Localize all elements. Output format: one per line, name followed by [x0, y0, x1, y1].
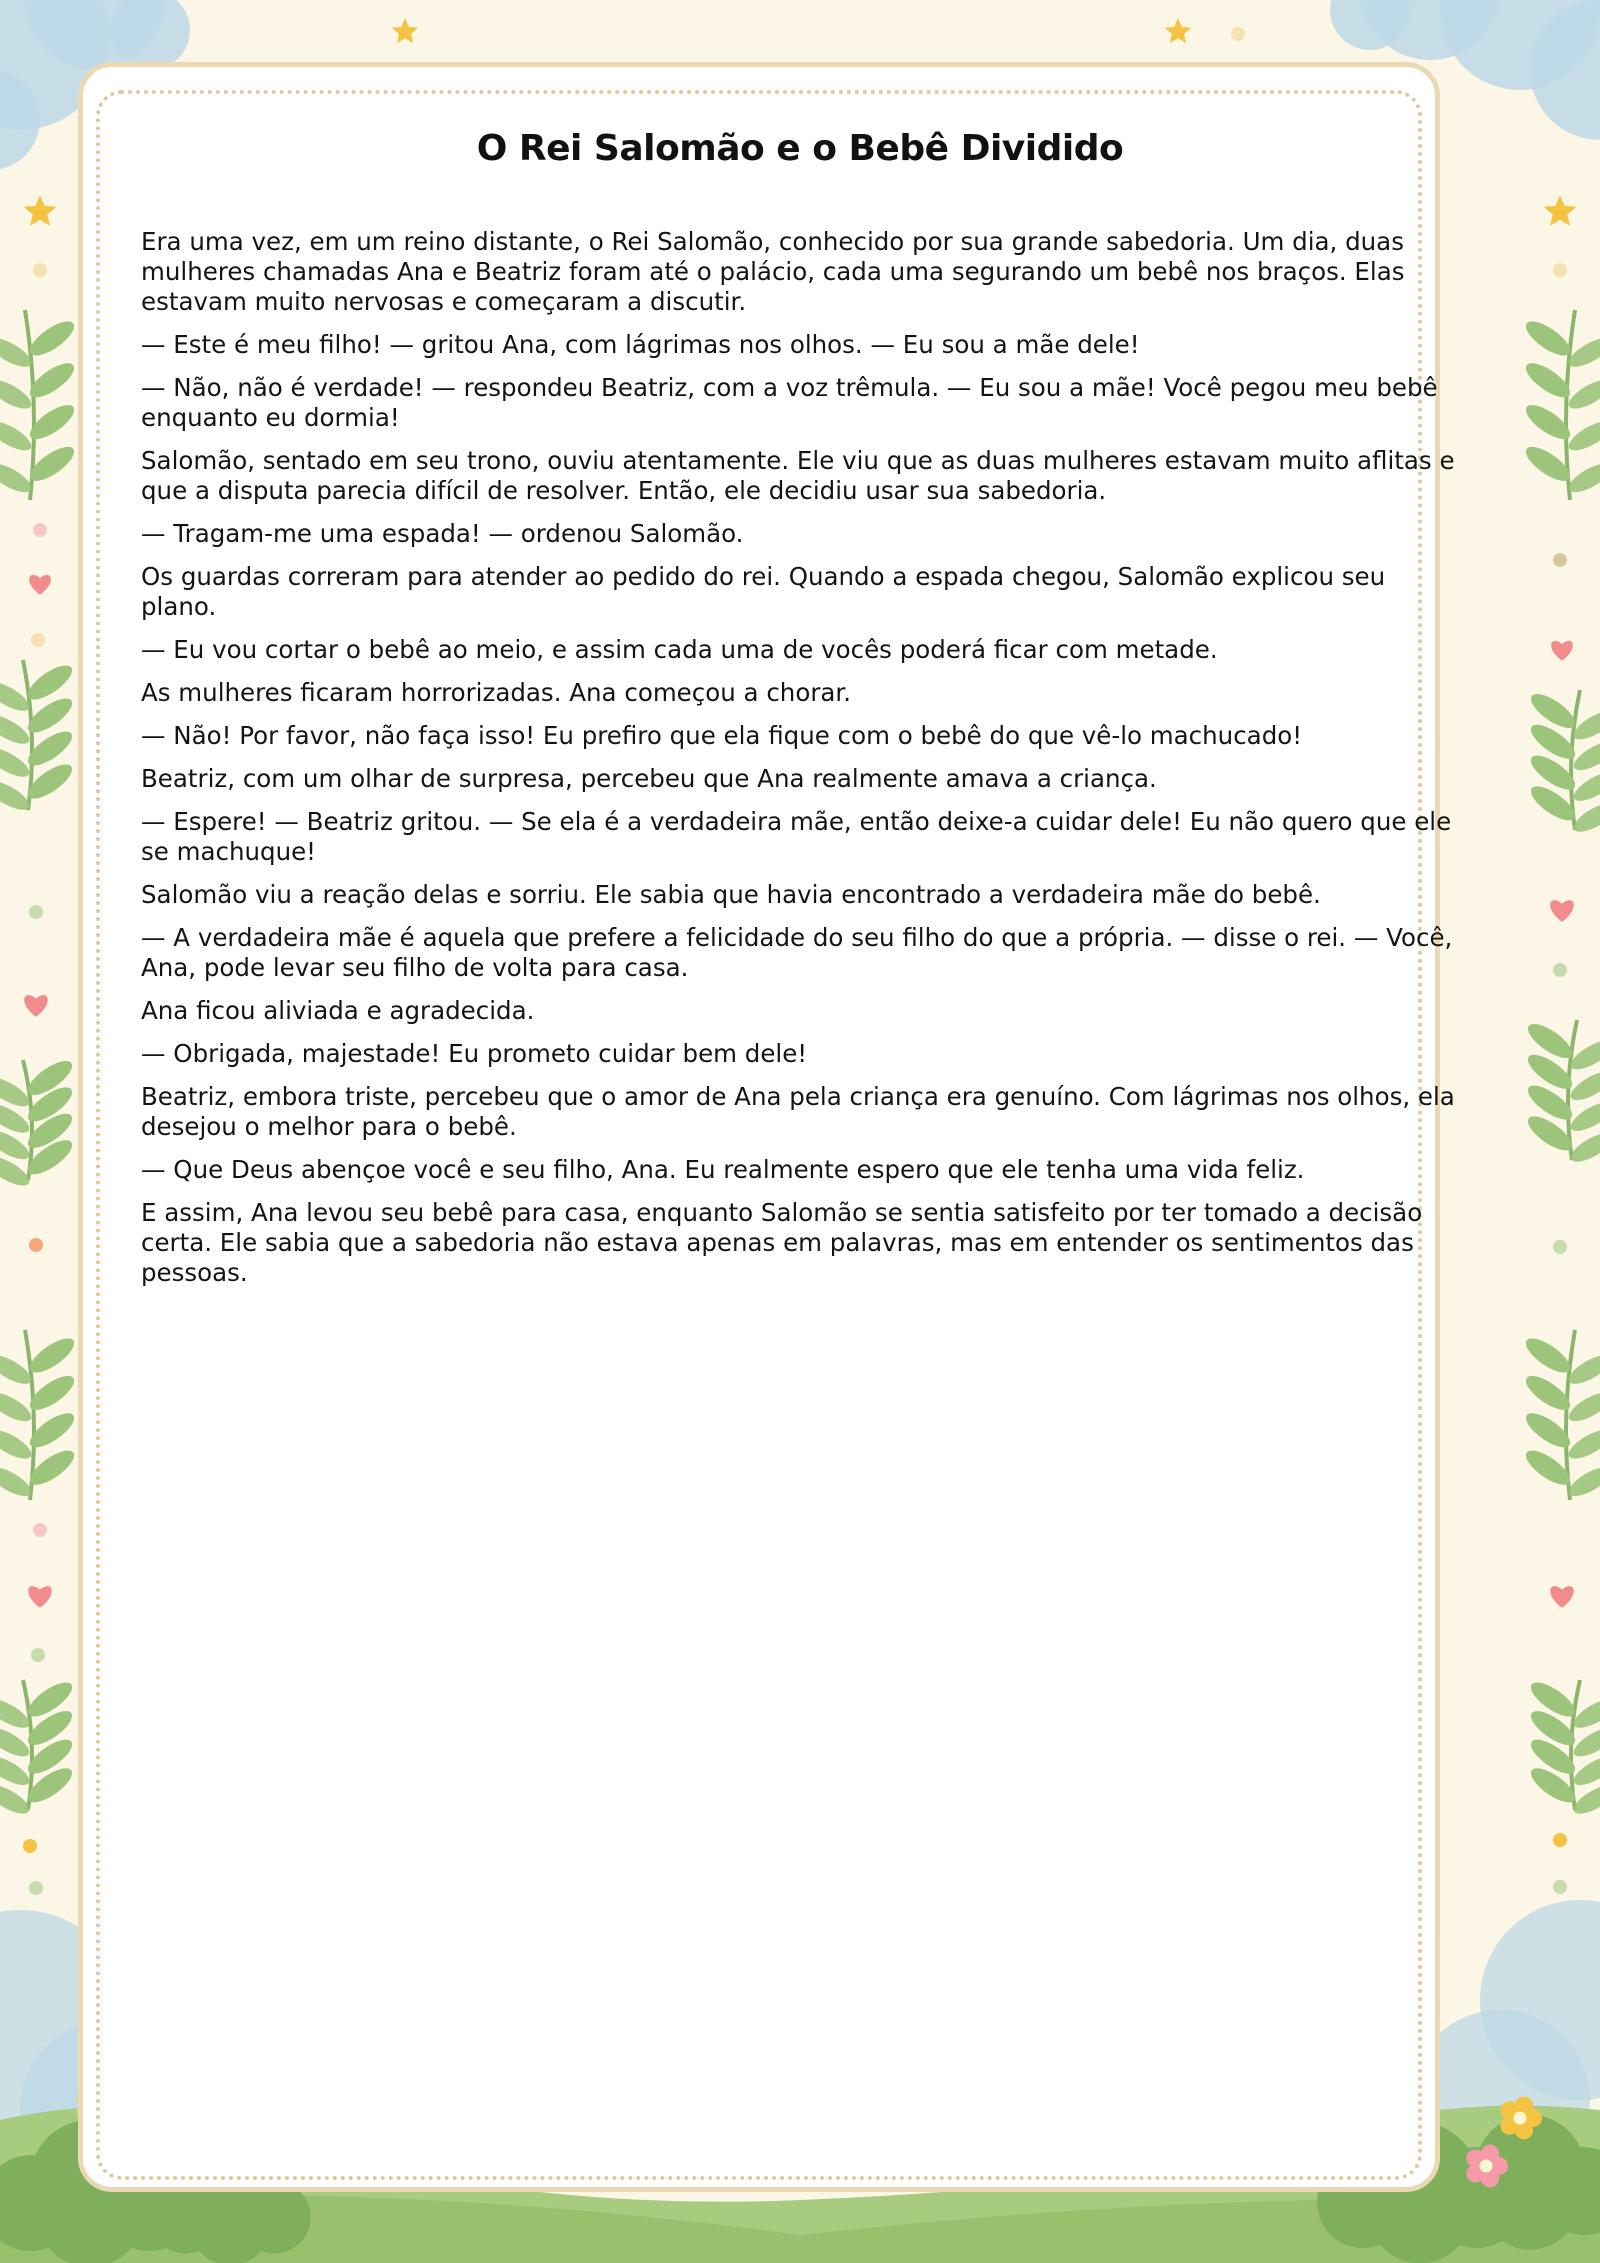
leaf-branch-icon [0, 1676, 77, 1819]
story-paragraph: Ana ficou aliviada e agradecida. [141, 996, 535, 1025]
dot-icon [29, 1238, 43, 1252]
story-paragraph: Beatriz, embora triste, percebeu que o amor de Ana pela criança era genuíno. Com lágrimas nos olhos, ela desejou o melhor para o bebê. [141, 1082, 1455, 1141]
heart-icon [24, 995, 48, 1017]
dot-icon [1553, 553, 1567, 567]
story-paragraph: — Espere! — Beatriz gritou. — Se ela é a verdadeira mãe, então deixe-a cuidar dele! Eu não quero que ele se machuque! [141, 807, 1452, 866]
dot-icon [33, 523, 47, 537]
story-paragraph: — Este é meu filho! — gritou Ana, com lágrimas nos olhos. — Eu sou a mãe dele! [141, 330, 1140, 359]
story-title: O Rei Salomão e o Bebê Dividido [476, 128, 1124, 169]
leaf-branch-icon [1521, 310, 1600, 500]
story-paragraph: — Não, não é verdade! — respondeu Beatriz, com a voz trêmula. — Eu sou a mãe! Você pegou meu bebê enquanto eu dormia! [141, 373, 1438, 432]
dot-icon [31, 1648, 45, 1662]
leaf-branch-icon [0, 659, 77, 815]
heart-icon [28, 1586, 52, 1608]
dot-icon [1231, 27, 1245, 41]
dot-icon [1553, 263, 1567, 277]
leaf-branch-icon [1526, 688, 1600, 837]
dot-icon [1553, 1833, 1567, 1847]
story-paragraph: — A verdadeira mãe é aquela que prefere a felicidade do seu filho do que a própria. — disse o rei. — Você, Ana, pode levar seu filho de volta para casa. [141, 923, 1453, 982]
story-paragraph: Era uma vez, em um reino distante, o Rei Salomão, conhecido por sua grande sabedoria. Um dia, duas mulheres chamadas Ana e Beatriz foram até o palácio, cada uma segurando um bebê nos braços. Elas estavam muito nervosas e começaram a discutir. [141, 227, 1405, 316]
leaf-branch-icon [0, 1055, 77, 1191]
story-paragraph: Salomão, sentado em seu trono, ouviu atentamente. Ele viu que as duas mulheres estavam muito aflitas e que a disputa parecia difícil de resolver. Então, ele decidiu usar sua sabedoria. [141, 446, 1455, 505]
dot-icon [1553, 1880, 1567, 1894]
story-body [141, 227, 1459, 1301]
star-icon [24, 195, 56, 226]
story-paragraph: — Não! Por favor, não faça isso! Eu prefiro que ela fique com o bebê do que vê-lo machucado! [141, 721, 1303, 750]
leaf-branch-icon [0, 1330, 79, 1501]
story-paragraph: As mulheres ficaram horrorizadas. Ana começou a chorar. [141, 678, 852, 707]
story-paragraph: E assim, Ana levou seu bebê para casa, enquanto Salomão se sentia satisfeito por ter tomado a decisão certa. Ele sabia que a sabedoria não estava apenas em palavras, mas em entender os sentimentos das pessoas. [141, 1198, 1423, 1287]
dot-icon [33, 1523, 47, 1537]
story-paragraph: Os guardas correram para atender ao pedido do rei. Quando a espada chegou, Salomão explicou seu plano. [141, 562, 1386, 621]
story-paragraph: — Que Deus abençoe você e seu filho, Ana. Eu realmente espero que ele tenha uma vida feliz. [141, 1155, 1305, 1184]
story-paragraph: — Eu vou cortar o bebê ao meio, e assim cada uma de vocês poderá ficar com metade. [141, 635, 1218, 664]
dot-icon [23, 1839, 37, 1853]
heart-icon [1551, 641, 1573, 661]
star-icon [1544, 195, 1576, 226]
leaf-branch-icon [1523, 1018, 1600, 1167]
dot-icon [31, 633, 45, 647]
star-icon [1165, 18, 1192, 43]
dot-icon [29, 1881, 43, 1895]
heart-icon [29, 575, 51, 595]
dot-icon [33, 263, 47, 277]
heart-icon [1550, 1586, 1574, 1608]
leaf-branch-icon [0, 310, 79, 500]
leaf-branch-icon [1526, 1676, 1600, 1819]
story-paragraph: — Obrigada, majestade! Eu prometo cuidar bem dele! [141, 1039, 808, 1068]
dot-icon [29, 905, 43, 919]
dot-icon [1553, 963, 1567, 977]
story-paragraph: Salomão viu a reação delas e sorriu. Ele sabia que havia encontrado a verdadeira mãe do bebê. [141, 880, 1321, 909]
star-icon [392, 18, 419, 43]
story-paragraph: — Tragam-me uma espada! — ordenou Salomão. [141, 519, 744, 548]
story-paragraph: Beatriz, com um olhar de surpresa, percebeu que Ana realmente amava a criança. [141, 764, 1157, 793]
leaf-branch-icon [1521, 1330, 1600, 1501]
dot-icon [1553, 1240, 1567, 1254]
heart-icon [1550, 900, 1574, 922]
